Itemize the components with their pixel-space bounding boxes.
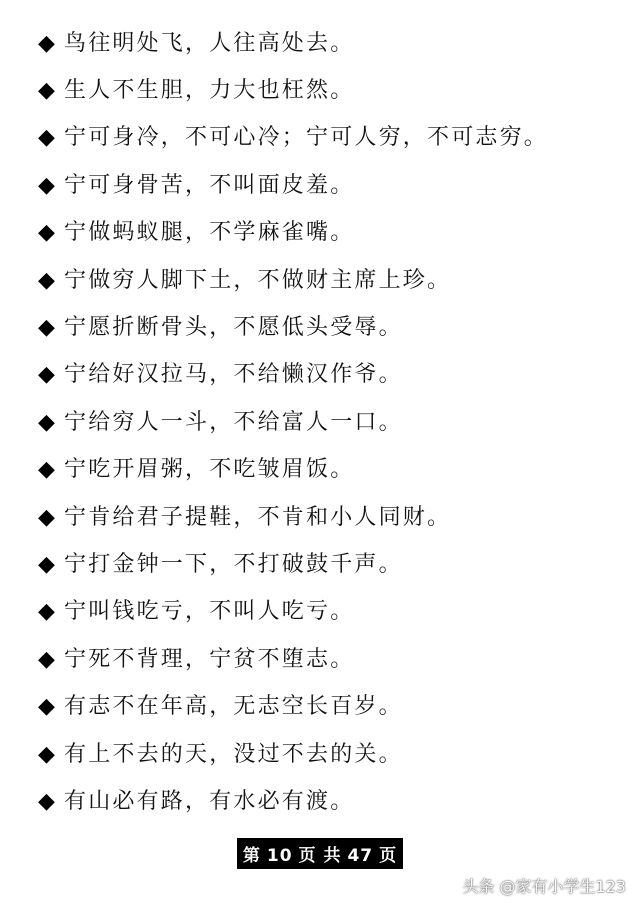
- diamond-bullet-icon: ◆: [38, 788, 55, 814]
- proverb-item: [38, 257, 618, 304]
- proverb-item: [38, 352, 618, 399]
- proverb-text: 有上不去的天，没过不去的关。: [64, 741, 403, 767]
- proverb-item: [38, 447, 618, 494]
- proverb-list: [38, 20, 618, 826]
- diamond-bullet-icon: ◆: [38, 457, 55, 483]
- diamond-bullet-icon: ◆: [38, 694, 55, 720]
- proverb-text: 宁做穷人脚下土，不做财主席上珍。: [64, 267, 452, 293]
- proverb-text: 宁愿折断骨头，不愿低头受辱。: [64, 315, 403, 341]
- watermark: 头条 @家有小学生123: [462, 877, 626, 896]
- proverb-item: [38, 636, 618, 683]
- diamond-bullet-icon: ◆: [38, 267, 55, 293]
- diamond-bullet-icon: ◆: [38, 315, 55, 341]
- proverb-text: 宁打金钟一下，不打破鼓千声。: [64, 551, 403, 577]
- proverb-text: 有志不在年高，无志空长百岁。: [64, 694, 403, 720]
- proverb-text: 宁可身骨苦，不叫面皮羞。: [64, 172, 355, 198]
- proverb-item: [38, 162, 618, 209]
- diamond-bullet-icon: ◆: [38, 599, 55, 625]
- proverb-text: 宁可身冷，不可心冷；宁可人穷，不可志穷。: [64, 125, 549, 151]
- page-prefix: 第: [242, 846, 261, 866]
- proverb-text: 宁给好汉拉马，不给懒汉作爷。: [64, 362, 403, 388]
- diamond-bullet-icon: ◆: [38, 125, 55, 151]
- diamond-bullet-icon: ◆: [38, 220, 55, 246]
- proverb-item: [38, 304, 618, 351]
- proverb-text: 鸟往明处飞，人往高处去。: [64, 30, 355, 56]
- diamond-bullet-icon: ◆: [38, 30, 55, 56]
- total-pages-number: 47: [347, 846, 374, 866]
- proverb-item: [38, 683, 618, 730]
- diamond-bullet-icon: ◆: [38, 504, 55, 530]
- diamond-bullet-icon: ◆: [38, 409, 55, 435]
- proverb-text: 生人不生胆，力大也枉然。: [64, 78, 355, 104]
- current-page-number: 10: [266, 846, 293, 866]
- proverb-text: 宁肯给君子提鞋，不肯和小人同财。: [64, 504, 452, 530]
- proverb-item: [38, 115, 618, 162]
- proverb-text: 宁吃开眉粥，不吃皱眉饭。: [64, 457, 355, 483]
- diamond-bullet-icon: ◆: [38, 172, 55, 198]
- proverb-text: 宁叫钱吃亏，不叫人吃亏。: [64, 599, 355, 625]
- proverb-item: [38, 210, 618, 257]
- proverb-text: 宁死不背理，宁贫不堕志。: [64, 646, 355, 672]
- proverb-text: 宁做蚂蚁腿，不学麻雀嘴。: [64, 220, 355, 246]
- proverb-text: 宁给穷人一斗，不给富人一口。: [64, 409, 403, 435]
- page-indicator: [237, 838, 403, 869]
- diamond-bullet-icon: ◆: [38, 362, 55, 388]
- diamond-bullet-icon: ◆: [38, 646, 55, 672]
- proverb-text: 有山必有路，有水必有渡。: [64, 788, 355, 814]
- proverb-item: [38, 589, 618, 636]
- proverb-item: [38, 541, 618, 588]
- proverb-item: [38, 67, 618, 114]
- diamond-bullet-icon: ◆: [38, 551, 55, 577]
- page-suffix: 页: [379, 846, 398, 866]
- proverb-item: [38, 20, 618, 67]
- proverb-item: [38, 778, 618, 825]
- proverb-item: [38, 399, 618, 446]
- page-middle-text: 页 共: [298, 846, 342, 866]
- diamond-bullet-icon: ◆: [38, 78, 55, 104]
- proverb-item: [38, 494, 618, 541]
- diamond-bullet-icon: ◆: [38, 741, 55, 767]
- page-footer: [0, 838, 640, 869]
- proverb-item: [38, 731, 618, 778]
